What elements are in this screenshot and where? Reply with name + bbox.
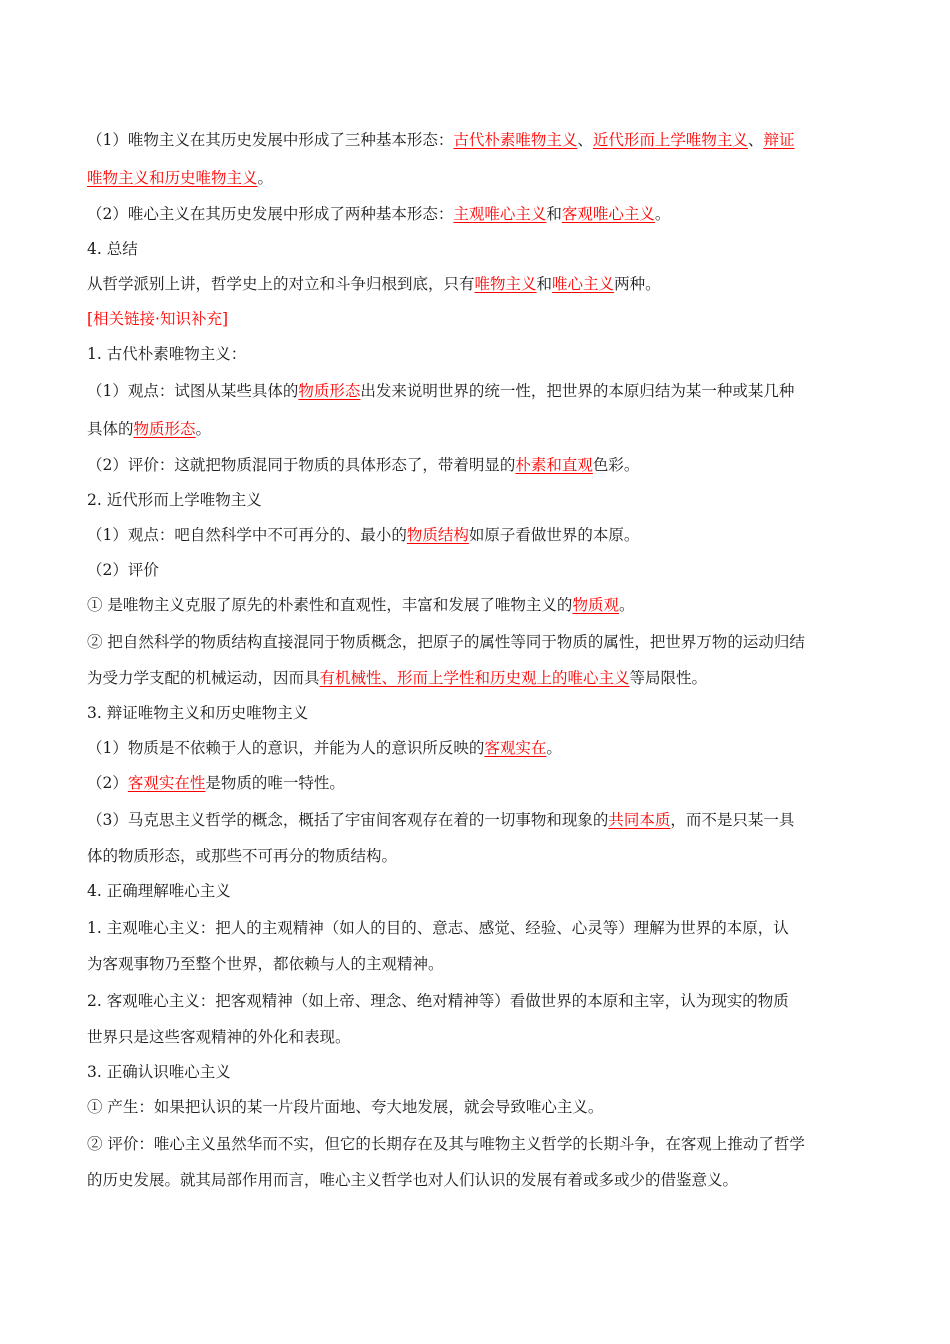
heading-understand-idealism: 4. 正确理解唯心主义 bbox=[87, 882, 231, 900]
para-marxist-concept: （3）马克思主义哲学的概念，概括了宇宙间客观存在着的一切事物和现象的共同本质，而不是只某一具 bbox=[87, 811, 795, 829]
para-evaluation-2: ② 把自然科学的物质结构直接混同于物质概念，把原子的属性等同于物质的属性，把世界万物的运动归结 bbox=[87, 633, 805, 651]
para-idealism-forms: （2）唯心主义在其历史发展中形成了两种基本形态：主观唯心主义和客观唯心主义。 bbox=[87, 205, 671, 223]
para-marxist-concept-cont: 体的物质形态，或那些不可再分的物质结构。 bbox=[87, 847, 398, 865]
para-matter-definition: （1）物质是不依赖于人的意识，并能为人的意识所反映的客观实在。 bbox=[87, 739, 562, 757]
key-subjective-idealism: 主观唯心主义 bbox=[453, 205, 547, 223]
heading-summary: 4. 总结 bbox=[87, 240, 138, 258]
para-subjective-idealism: 1. 主观唯心主义：把人的主观精神（如人的目的、意志、感觉、经验、心灵等）理解为世界的本原，认 bbox=[87, 919, 789, 937]
heading-dialectical-materialism: 3. 辩证唯物主义和历史唯物主义 bbox=[87, 704, 309, 722]
key-material-form-2: 物质形态 bbox=[133, 420, 196, 438]
para-idealism-evaluation-cont: 的历史发展。就其局部作用而言，唯心主义哲学也对人们认识的发展有着或多或少的借鉴意义。 bbox=[87, 1171, 739, 1189]
para-materialism-forms: （1）唯物主义在其历史发展中形成了三种基本形态：古代朴素唯物主义、近代形而上学唯物主义、辩证 bbox=[87, 131, 795, 149]
para-summary: 从哲学派别上讲，哲学史上的对立和斗争归根到底，只有唯物主义和唯心主义两种。 bbox=[87, 275, 661, 293]
heading-recognize-idealism: 3. 正确认识唯心主义 bbox=[87, 1063, 231, 1081]
para-ancient-view-cont: 具体的物质形态。 bbox=[87, 420, 212, 438]
key-idealism: 唯心主义 bbox=[552, 275, 615, 293]
para-evaluation-1: ① 是唯物主义克服了原先的朴素性和直观性，丰富和发展了唯物主义的物质观。 bbox=[87, 596, 635, 614]
para-objective-idealism-cont: 世界只是这些客观精神的外化和表现。 bbox=[87, 1028, 351, 1046]
para-objective-idealism: 2. 客观唯心主义：把客观精神（如上帝、理念、绝对精神等）看做世界的本原和主宰，认为现实的物质 bbox=[87, 992, 789, 1010]
key-metaphysical-materialism: 近代形而上学唯物主义 bbox=[592, 131, 748, 149]
document-page bbox=[87, 121, 863, 1198]
key-material-form: 物质形态 bbox=[298, 382, 361, 400]
key-naive-intuitive: 朴素和直观 bbox=[515, 456, 593, 474]
para-evaluation-label: （2）评价 bbox=[87, 561, 159, 579]
key-material-structure: 物质结构 bbox=[406, 526, 469, 544]
key-dialectical-part1: 辩证 bbox=[763, 131, 795, 149]
para-subjective-idealism-cont: 为客观事物乃至整个世界，都依赖与人的主观精神。 bbox=[87, 955, 444, 973]
key-materialism: 唯物主义 bbox=[474, 275, 537, 293]
key-limitations: 有机械性、形而上学性和历史观上的唯心主义 bbox=[319, 669, 630, 687]
key-common-essence: 共同本质 bbox=[608, 811, 671, 829]
heading-metaphysical-materialism: 2. 近代形而上学唯物主义 bbox=[87, 491, 262, 509]
para-metaphysical-view: （1）观点：吧自然科学中不可再分的、最小的物质结构如原子看做世界的本原。 bbox=[87, 526, 640, 544]
para-matter-property: （2）客观实在性是物质的唯一特性。 bbox=[87, 774, 345, 792]
para-ancient-evaluation: （2）评价：这就把物质混同于物质的具体形态了，带着明显的朴素和直观色彩。 bbox=[87, 456, 640, 474]
key-objective-idealism: 客观唯心主义 bbox=[561, 205, 655, 223]
key-objective-reality-property: 客观实在性 bbox=[127, 774, 206, 792]
para-idealism-origin: ① 产生：如果把认识的某一片段片面地、夸大地发展，就会导致唯心主义。 bbox=[87, 1098, 604, 1116]
para-materialism-forms-cont: 唯物主义和历史唯物主义。 bbox=[87, 169, 274, 187]
key-dialectical-part2: 唯物主义和历史唯物主义 bbox=[87, 169, 258, 187]
para-ancient-view: （1）观点：试图从某些具体的物质形态出发来说明世界的统一性，把世界的本原归结为某一种或某几种 bbox=[87, 382, 795, 400]
para-idealism-evaluation: ② 评价：唯心主义虽然华而不实，但它的长期存在及其与唯物主义哲学的长期斗争，在客观上推动了哲学 bbox=[87, 1135, 805, 1153]
para-evaluation-2-cont: 为受力学支配的机械运动，因而具有机械性、形而上学性和历史观上的唯心主义等局限性。 bbox=[87, 669, 708, 687]
related-links-tag: [相关链接·知识补充] bbox=[87, 310, 229, 328]
key-ancient-materialism: 古代朴素唯物主义 bbox=[453, 131, 578, 149]
key-material-view: 物质观 bbox=[572, 596, 619, 614]
key-objective-reality: 客观实在 bbox=[484, 739, 547, 757]
heading-ancient-materialism: 1. 古代朴素唯物主义： bbox=[87, 345, 247, 363]
